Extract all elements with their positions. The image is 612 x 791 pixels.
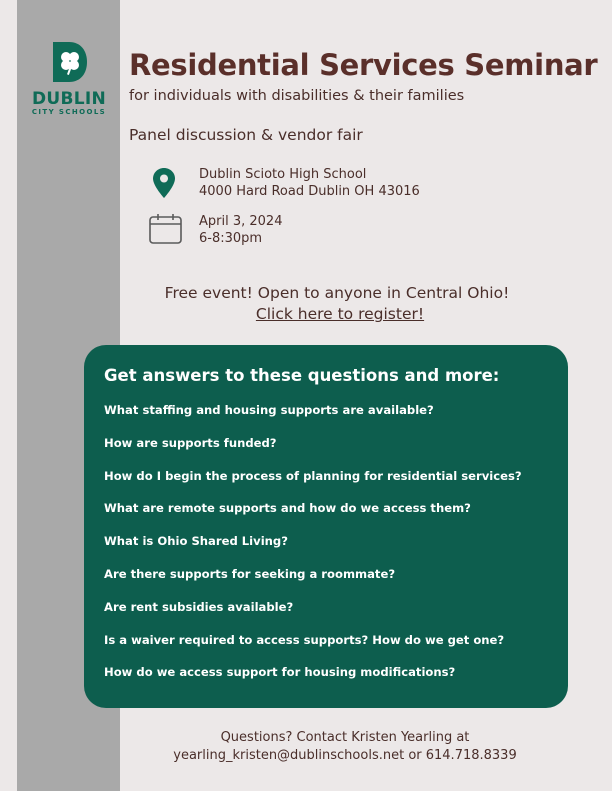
- contact-line-2: yearling_kristen@dublinschools.net or 614.718.8339: [173, 748, 517, 763]
- datetime-row: [148, 213, 568, 253]
- questions-heading: Get answers to these questions and more:: [104, 366, 500, 385]
- location-address: 4000 Hard Road Dublin OH 43016: [199, 184, 420, 199]
- shamrock-d-icon: [49, 40, 89, 84]
- location-name: Dublin Scioto High School: [199, 167, 367, 182]
- question-item: Are there supports for seeking a roommate?: [104, 566, 396, 581]
- questions-list: [104, 402, 559, 697]
- free-event-notice: Free event! Open to anyone in Central Ohio!: [164, 284, 510, 302]
- question-item: How do we access support for housing modifications?: [104, 665, 456, 680]
- event-format: Panel discussion & vendor fair: [129, 126, 363, 144]
- contact-info: [120, 729, 570, 765]
- location-row: [148, 166, 568, 206]
- question-item: How do I begin the process of planning for residential services?: [104, 468, 522, 483]
- calendar-icon: [148, 213, 184, 245]
- question-item: Is a waiver required to access supports? How do we get one?: [104, 632, 505, 647]
- register-link[interactable]: Click here to register!: [255, 305, 425, 323]
- logo-subtext: CITY SCHOOLS: [31, 108, 107, 116]
- event-time: 6-8:30pm: [199, 231, 263, 246]
- question-item: Are rent subsidies available?: [104, 599, 294, 614]
- event-date: April 3, 2024: [199, 214, 283, 229]
- logo-wordmark: DUBLIN: [31, 89, 107, 109]
- question-item: How are supports funded?: [104, 435, 277, 450]
- map-pin-icon: [148, 166, 180, 200]
- page-title: Residential Services Seminar: [129, 48, 598, 82]
- question-item: What is Ohio Shared Living?: [104, 534, 288, 549]
- question-item: What staffing and housing supports are available?: [104, 403, 434, 417]
- contact-line-1: Questions? Contact Kristen Yearling at: [220, 730, 470, 745]
- questions-box: [84, 345, 568, 708]
- dublin-city-schools-logo: [22, 40, 116, 117]
- page-subtitle: for individuals with disabilities & their families: [129, 88, 465, 104]
- question-item: What are remote supports and how do we access them?: [104, 501, 471, 516]
